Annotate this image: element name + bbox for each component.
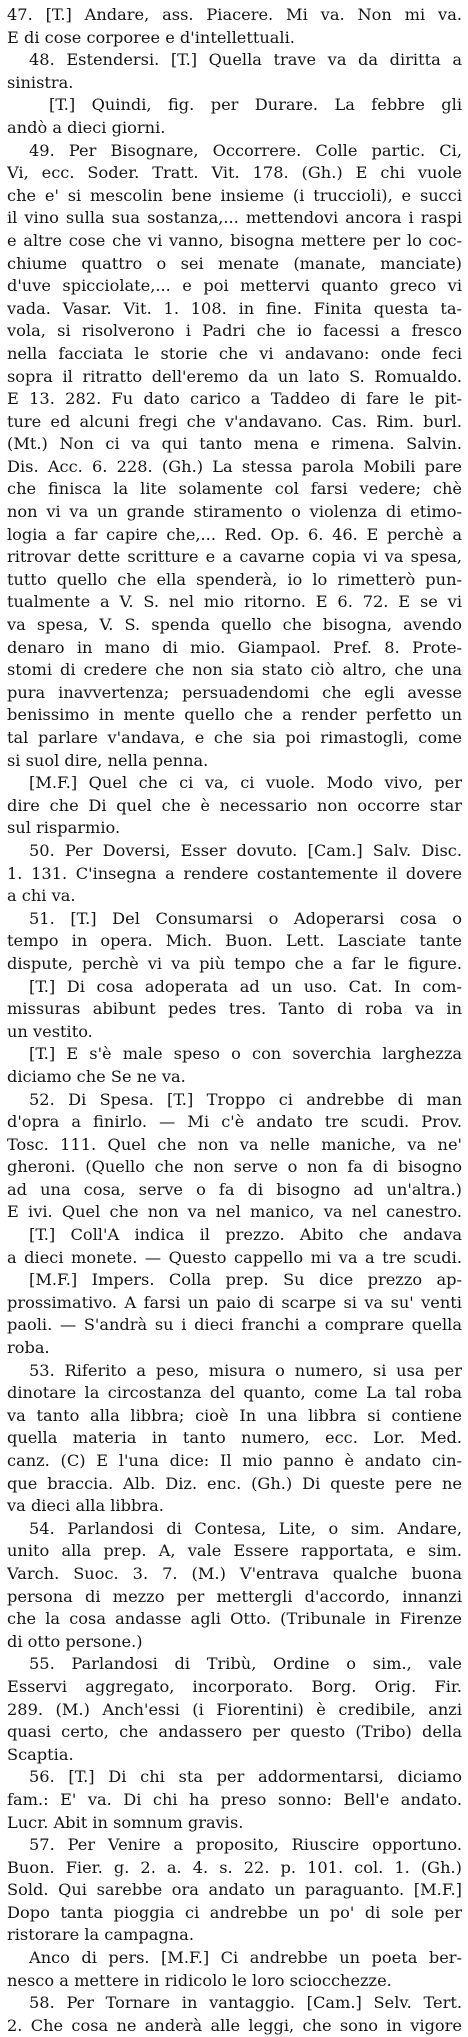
text-line: e altre cose che vi vanno, bisogna mettere per lo coc- — [7, 230, 462, 250]
text-line: [T.] Di cosa adoperata ad un uso. Cat. In com- — [29, 976, 462, 996]
text-line: 58. Per Tornare in vantaggio. [Cam.] Selv. Tert. — [29, 1993, 462, 2013]
text-line: Scaptia. — [7, 1744, 74, 1764]
text-line: ristorare la campagna. — [7, 1925, 194, 1945]
text-line: 48. Estendersi. [T.] Quella trave va da diritta a — [29, 50, 462, 70]
text-line: 49. Per Bisognare, Occorrere. Colle partic. Ci, — [29, 140, 462, 160]
text-line: E 13. 282. Fu dato carico a Taddeo di fare le pit- — [7, 389, 462, 409]
text-line: dispute, perchè vi va più tempo che a far le figure. — [7, 953, 462, 973]
text-line: ritrovar dette scritture e a cavarne copia vi va spesa, — [7, 547, 462, 567]
text-line: chiume quattro o sei menate (manate, manciate) — [7, 253, 462, 273]
text-line: 289. (M.) Anch'essi (i Fiorentini) è credibile, anzi — [7, 1699, 462, 1719]
text-line: sul risparmio. — [7, 818, 121, 838]
text-line: Buon. Fier. g. 2. a. 4. s. 22. p. 101. col. 1. (Gh.) — [7, 1857, 462, 1877]
text-line: di otto persone.) — [7, 1631, 143, 1651]
text-line: [M.F.] Impers. Colla prep. Su dice prezzo ap- — [29, 1270, 462, 1290]
text-line: 1. 131. C'insegna a rendere costantemente il dovere — [7, 863, 462, 883]
text-line: diciamo che Se ne va. — [7, 1066, 186, 1086]
text-line: Dopo tanta pioggia ci andrebbe un po' di sole per — [7, 1902, 462, 1922]
text-line: 50. Per Doversi, Esser dovuto. [Cam.] Salv. Disc. — [29, 840, 462, 860]
text-line: (Mt.) Non ci va qui tanto mena e rimena. Salvin. — [7, 434, 462, 454]
text-line: stomi di credere che non sia stato ciò altro, che una — [7, 660, 462, 680]
text-line: che e' si mescolin bene insieme (i truccioli), e succi — [7, 185, 462, 205]
text-line: sopra il ritratto dell'eremo da un lato S. Romualdo. — [7, 366, 462, 386]
text-line: paoli. — S'andrà su i dieci franchi a comprare quella — [7, 1315, 462, 1335]
text-line: gheroni. (Quello che non serve o non fa di bisogno — [7, 1157, 462, 1177]
text-line: non vi va un grande stiramento o violenza di etimo- — [7, 502, 462, 522]
text-line: Varch. Suoc. 3. 7. (M.) V'entrava qualche buona — [7, 1563, 462, 1583]
text-line: ture ed alcuni fregi che v'andavano. Cas. Rim. burl. — [7, 411, 462, 431]
text-line: un vestito. — [7, 1021, 93, 1041]
text-line: a dieci monete. — Questo cappello mi va a tre scudi. — [7, 1247, 462, 1267]
text-line: Dis. Acc. 6. 228. (Gh.) La stessa parola Mobili pare — [7, 456, 462, 476]
text-line: tualmente a V. S. nel mio ritorno. E 6. 72. E se vi — [7, 592, 462, 612]
text-line: va dieci alla libbra. — [7, 1496, 164, 1516]
text-line: Tosc. 111. Quel che non va nelle maniche, va ne' — [7, 1134, 462, 1154]
text-line: tutto quello che ella spenderà, io lo rimetterò pun- — [7, 569, 462, 589]
text-line: 47. [T.] Andare, ass. Piacere. Mi va. Non mi va. — [7, 5, 462, 24]
text-line: benissimo in mente quello che a render perfetto un — [7, 705, 462, 725]
text-line: unito alla prep. A, vale Essere rapportata, e sim. — [7, 1541, 462, 1561]
text-line: 51. [T.] Del Consumarsi o Adoperarsi cosa o — [29, 908, 462, 928]
text-line: Lucr. Abit in somnum gravis. — [7, 1812, 244, 1832]
text-line: il vino sulla sua sostanza,... mettendovi ancora i raspi — [7, 208, 462, 228]
text-line: denaro in mano di mio. Giampaol. Pref. 8. Prote- — [7, 637, 462, 657]
text-line: Sold. Qui sarebbe ora andato un paraguanto. [M.F.] — [7, 1880, 462, 1900]
text-line: [M.F.] Quel che ci va, ci vuole. Modo vivo, per — [29, 773, 462, 793]
text-line: 52. Di Spesa. [T.] Troppo ci andrebbe di man — [29, 1089, 462, 1109]
text-line: tempo in opera. Mich. Buon. Lett. Lasciate tante — [7, 931, 462, 951]
text-line: nella facciata le storie che vi andavano: onde feci — [7, 343, 462, 363]
text-line: va spesa, V. S. spenda quello che bisogna, avendo — [7, 615, 462, 635]
text-line: a chi va. — [7, 886, 76, 906]
text-line: fam.: E' va. Di chi ha preso sonno: Bell'e andato. — [7, 1789, 462, 1809]
text-line: persona di mezzo per mettergli d'accordo, innanzi — [7, 1586, 462, 1606]
text-line: sinistra. — [7, 72, 74, 92]
text-line: si suol dire, nella penna. — [7, 750, 209, 770]
text-line: andò a dieci giorni. — [7, 117, 166, 137]
text-line: ad una cosa, serve o fa di bisogno ad un'altra.) — [7, 1179, 462, 1199]
text-line: 57. Per Venire a proposito, Riuscire opportuno. — [29, 1835, 462, 1855]
text-line: 55. Parlandosi di Tribù, Ordine o sim., vale — [29, 1654, 462, 1674]
text-line: tal parlare v'andava, e che sia poi rimastogli, come — [7, 728, 462, 747]
text-line: E ivi. Quel che non va nel manico, va nel canestro. — [7, 1202, 462, 1222]
text-line: Anco di pers. [M.F.] Ci andrebbe un poeta ber- — [29, 1948, 462, 1968]
text-line: nesco a mettere in ridicolo le loro sciocchezze. — [7, 1970, 392, 1990]
text-line: d'uve spicciolate,... e poi mettervi quanto greco vi — [7, 276, 462, 296]
text-line: [T.] Quindi, fig. per Durare. La febbre gli — [49, 95, 462, 115]
text-line: d'opra a finirlo. — Mi c'è andato tre scudi. Prov. — [7, 1112, 462, 1132]
text-line: dinotare la circostanza del quanto, come La tal roba — [7, 1383, 462, 1403]
text-line: va tanto alla libbra; cioè In una libbra si contiene — [7, 1405, 462, 1425]
text-line: 2. Che cosa ne anderà alle leggi, che sono in vigore — [7, 2015, 462, 2035]
text-line: que braccia. Alb. Diz. enc. (Gh.) Di queste pere ne — [7, 1473, 462, 1493]
text-line: quella materia in tanto numero, ecc. Lor. Med. — [7, 1428, 462, 1448]
text-line: vola, si risolverono i Padri che io facessi a fresco — [7, 321, 462, 341]
text-line: Vi, ecc. Soder. Tratt. Vit. 178. (Gh.) E chi vuole — [7, 163, 462, 183]
text-line: Esservi aggregato, incorporato. Borg. Orig. Fir. — [7, 1676, 462, 1696]
text-line: 56. [T.] Di chi sta per addormentarsi, diciamo — [29, 1767, 462, 1787]
text-line: dire che Di quel che è necessario non occorre star — [7, 795, 462, 815]
text-line: [T.] E s'è male speso o con soverchia larghezza — [29, 1044, 462, 1064]
text-line: E di cose corporee e d'intellettuali. — [7, 27, 295, 47]
text-line: prossimativo. A farsi un paio di scarpe si va su' venti — [7, 1292, 462, 1312]
text-line: quasi certo, che andassero per questo (Tribo) della — [7, 1722, 462, 1742]
text-line: pura inavvertenza; persuadendomi che egli avesse — [7, 682, 462, 702]
text-line: che finisca la lite solamente col farsi vedere; chè — [7, 479, 462, 499]
text-line: missuras abibunt pedes tres. Tanto di roba va in — [7, 999, 462, 1019]
text-line: roba. — [7, 1338, 50, 1358]
text-line: 53. Riferito a peso, misura o numero, si usa per — [29, 1360, 462, 1380]
text-line: che la cosa andasse agli Otto. (Tribunale in Firenze — [7, 1609, 462, 1629]
text-line: vada. Vasar. Vit. 1. 108. in fine. Finita questa ta- — [7, 298, 462, 318]
text-line: [T.] Coll'A indica il prezzo. Abito che andava — [29, 1225, 462, 1245]
text-line: logia a far capire che,... Red. Op. 6. 46. E perchè a — [7, 524, 462, 544]
text-line: canz. (C) E l'una dice: Il mio panno è andato cin- — [7, 1451, 462, 1470]
text-line: 54. Parlandosi di Contesa, Lite, o sim. Andare, — [29, 1518, 462, 1538]
